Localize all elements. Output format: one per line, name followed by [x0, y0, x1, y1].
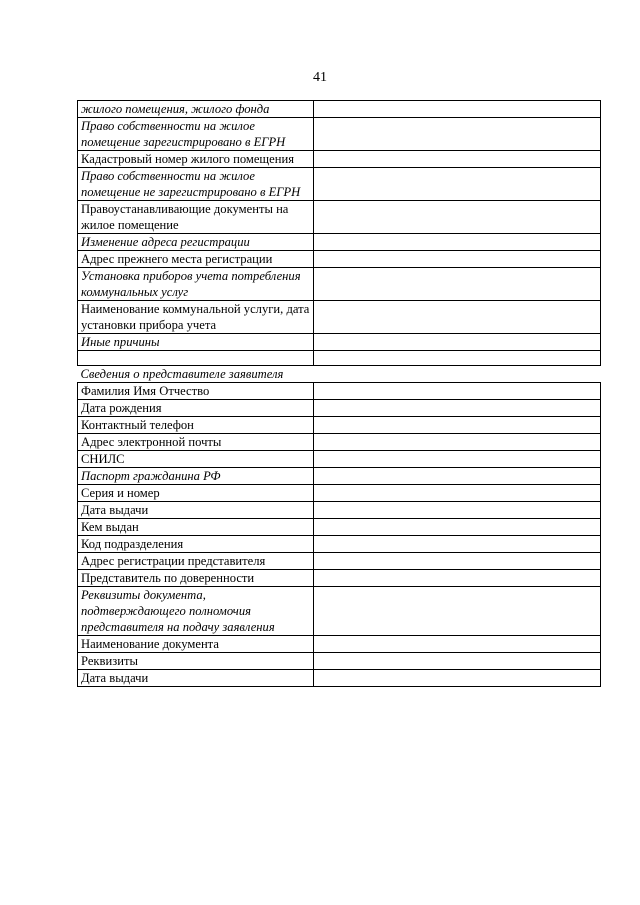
- field-value-cell[interactable]: [314, 670, 601, 687]
- page-number: 41: [313, 70, 327, 85]
- form-row: [78, 101, 601, 118]
- application-form-table: [77, 100, 601, 687]
- field-value-cell[interactable]: [314, 519, 601, 536]
- form-row: [78, 485, 601, 502]
- field-value-cell[interactable]: [314, 417, 601, 434]
- field-value-cell[interactable]: [314, 101, 601, 118]
- form-row: [78, 383, 601, 400]
- field-label: Дата рождения: [78, 400, 314, 417]
- field-label: Адрес прежнего места регистрации: [78, 251, 314, 268]
- form-row: [78, 151, 601, 168]
- form-row: [78, 234, 601, 251]
- field-label: Реквизиты: [78, 653, 314, 670]
- field-value-cell[interactable]: [314, 653, 601, 670]
- field-value-cell[interactable]: [314, 536, 601, 553]
- field-value-cell[interactable]: [314, 434, 601, 451]
- field-label: Установка приборов учета потребления коммунальных услуг: [78, 268, 314, 301]
- field-value-cell[interactable]: [314, 201, 601, 234]
- form-row: [78, 553, 601, 570]
- field-label: Наименование коммунальной услуги, дата установки прибора учета: [78, 301, 314, 334]
- field-value-cell[interactable]: [314, 502, 601, 519]
- field-label: Право собственности на жилое помещение не зарегистрировано в ЕГРН: [78, 168, 314, 201]
- field-label: Правоустанавливающие документы на жилое помещение: [78, 201, 314, 234]
- form-row: [78, 636, 601, 653]
- empty-row: [78, 351, 601, 366]
- field-label: Кадастровый номер жилого помещения: [78, 151, 314, 168]
- field-value-cell[interactable]: [314, 451, 601, 468]
- form-row: [78, 502, 601, 519]
- field-label: Адрес электронной почты: [78, 434, 314, 451]
- form-row: [78, 301, 601, 334]
- field-label: Право собственности на жилое помещение зарегистрировано в ЕГРН: [78, 118, 314, 151]
- field-value-cell[interactable]: [314, 468, 601, 485]
- field-value-cell[interactable]: [314, 570, 601, 587]
- form-row: [78, 417, 601, 434]
- form-row: [78, 434, 601, 451]
- field-value-cell[interactable]: [314, 383, 601, 400]
- field-label: Код подразделения: [78, 536, 314, 553]
- form-row: [78, 670, 601, 687]
- form-row: [78, 536, 601, 553]
- field-label: Контактный телефон: [78, 417, 314, 434]
- form-row: [78, 653, 601, 670]
- field-label: Изменение адреса регистрации: [78, 234, 314, 251]
- field-label: Реквизиты документа, подтверждающего полномочия представителя на подачу заявления: [78, 587, 314, 636]
- empty-label-cell: [78, 351, 314, 366]
- field-value-cell[interactable]: [314, 251, 601, 268]
- field-value-cell[interactable]: [314, 400, 601, 417]
- section-heading-row: [78, 366, 601, 383]
- field-value-cell[interactable]: [314, 636, 601, 653]
- form-row: [78, 570, 601, 587]
- field-label: Фамилия Имя Отчество: [78, 383, 314, 400]
- form-row: [78, 519, 601, 536]
- field-value-cell[interactable]: [314, 587, 601, 636]
- form-row: [78, 268, 601, 301]
- field-value-cell[interactable]: [314, 118, 601, 151]
- form-row: [78, 468, 601, 485]
- field-label: СНИЛС: [78, 451, 314, 468]
- field-label: жилого помещения, жилого фонда: [78, 101, 314, 118]
- field-value-cell[interactable]: [314, 268, 601, 301]
- form-row: [78, 334, 601, 351]
- field-value-cell[interactable]: [314, 234, 601, 251]
- form-row: [78, 118, 601, 151]
- field-label: Кем выдан: [78, 519, 314, 536]
- form-table-body: [78, 101, 601, 687]
- field-value-cell[interactable]: [314, 553, 601, 570]
- form-row: [78, 587, 601, 636]
- form-row: [78, 251, 601, 268]
- form-row: [78, 201, 601, 234]
- field-label: Серия и номер: [78, 485, 314, 502]
- field-label: Представитель по доверенности: [78, 570, 314, 587]
- empty-value-cell[interactable]: [314, 351, 601, 366]
- field-value-cell[interactable]: [314, 168, 601, 201]
- form-row: [78, 400, 601, 417]
- form-row: [78, 451, 601, 468]
- field-value-cell[interactable]: [314, 301, 601, 334]
- field-value-cell[interactable]: [314, 151, 601, 168]
- field-label: Дата выдачи: [78, 502, 314, 519]
- form-row: [78, 168, 601, 201]
- field-label: Адрес регистрации представителя: [78, 553, 314, 570]
- field-label: Иные причины: [78, 334, 314, 351]
- section-heading: Сведения о представителе заявителя: [78, 366, 601, 383]
- field-label: Паспорт гражданина РФ: [78, 468, 314, 485]
- field-label: Дата выдачи: [78, 670, 314, 687]
- field-value-cell[interactable]: [314, 485, 601, 502]
- field-value-cell[interactable]: [314, 334, 601, 351]
- field-label: Наименование документа: [78, 636, 314, 653]
